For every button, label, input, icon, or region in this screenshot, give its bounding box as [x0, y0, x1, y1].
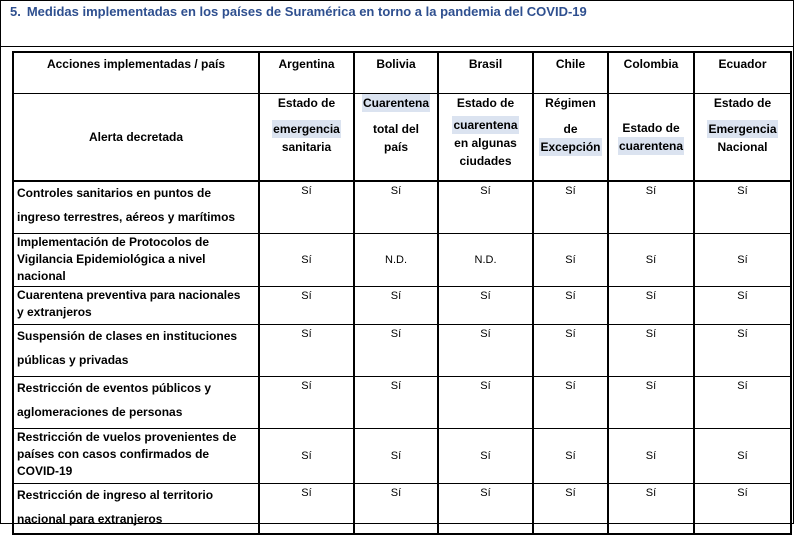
alert-text: cuarentena — [453, 118, 518, 132]
alert-text: Excepción — [540, 140, 601, 154]
section-title: Medidas implementadas en los países de Suramérica en torno a la pandemia del COVID-19 — [26, 4, 587, 19]
cell-value: Sí — [608, 181, 694, 234]
cell-value: N.D. — [354, 234, 438, 287]
alert-text: cuarentena — [618, 139, 684, 153]
alert-text: sanitaria — [281, 140, 332, 154]
alert-text: de — [563, 122, 578, 136]
corner-header: Acciones implementadas / país — [13, 52, 259, 94]
cell-value: Sí — [608, 377, 694, 429]
cell-value: Sí — [259, 181, 354, 234]
cell-value: N.D. — [438, 234, 533, 287]
cell-value: Sí — [533, 287, 608, 325]
cell-value: Sí — [354, 429, 438, 484]
cell-value: Sí — [533, 484, 608, 535]
cell-value: Sí — [533, 234, 608, 287]
cell-value: Sí — [533, 325, 608, 377]
alert-text: país — [383, 140, 408, 154]
cell-value: Sí — [438, 325, 533, 377]
cell-value: Sí — [438, 377, 533, 429]
alert-text: en algunas — [454, 136, 517, 150]
cell-value: Sí — [354, 377, 438, 429]
row-label-line: Restricción de ingreso al territorio — [17, 488, 214, 502]
alert-chile — [533, 94, 608, 182]
row-label-line: aglomeraciones de personas — [17, 405, 183, 419]
alert-text: total del — [372, 122, 419, 136]
table-row — [13, 325, 791, 377]
row-label-line: Vigilancia Epidemiológica a nivel — [17, 252, 206, 266]
cell-value: Sí — [694, 234, 791, 287]
table-row — [13, 234, 791, 287]
cell-value: Sí — [354, 287, 438, 325]
section-number: 5. — [10, 4, 21, 19]
country-header-chile: Chile — [533, 52, 608, 94]
cell-value: Sí — [608, 429, 694, 484]
alert-ecuador — [694, 94, 791, 182]
table-row — [13, 287, 791, 325]
alert-brasil — [438, 94, 533, 182]
header-row — [13, 52, 791, 94]
cell-value: Sí — [608, 234, 694, 287]
country-header-brasil: Brasil — [438, 52, 533, 94]
table-row — [13, 429, 791, 484]
cell-value: Sí — [438, 287, 533, 325]
cell-value: Sí — [533, 181, 608, 234]
row-label — [13, 287, 259, 325]
cell-value: Sí — [259, 484, 354, 535]
row-label-line: públicas y privadas — [17, 353, 129, 367]
alert-row — [13, 94, 791, 182]
row-label-line: Restricción de vuelos provenientes de — [17, 430, 237, 444]
alert-argentina — [259, 94, 354, 182]
row-label-line: Controles sanitarios en puntos de — [17, 186, 212, 200]
country-header-ecuador: Ecuador — [694, 52, 791, 94]
cell-value: Sí — [694, 484, 791, 535]
cell-value: Sí — [259, 234, 354, 287]
alert-text: emergencia — [273, 122, 340, 136]
row-label — [13, 234, 259, 287]
row-label-line: Cuarentena preventiva para nacionales — [17, 288, 241, 302]
cell-value: Sí — [354, 181, 438, 234]
cell-value: Sí — [533, 377, 608, 429]
row-label — [13, 429, 259, 484]
cell-value: Sí — [694, 377, 791, 429]
row-label — [13, 181, 259, 234]
alert-text: Nacional — [717, 140, 768, 154]
table-row — [13, 181, 791, 234]
measures-table — [12, 51, 792, 535]
cell-value: Sí — [354, 484, 438, 535]
alert-text: Estado de — [277, 96, 336, 110]
cell-value: Sí — [259, 287, 354, 325]
alert-text: Cuarentena — [362, 96, 430, 110]
cell-value: Sí — [694, 429, 791, 484]
cell-value: Sí — [608, 325, 694, 377]
cell-value: Sí — [438, 429, 533, 484]
row-label-line: Implementación de Protocolos de — [17, 235, 210, 249]
country-header-bolivia: Bolivia — [354, 52, 438, 94]
alert-text: Estado de — [622, 121, 680, 135]
cell-value: Sí — [259, 377, 354, 429]
alert-bolivia — [354, 94, 438, 182]
cell-value: Sí — [694, 325, 791, 377]
row-label-line: Restricción de eventos públicos y — [17, 381, 212, 395]
country-header-colombia: Colombia — [608, 52, 694, 94]
row-label-line: nacional para extranjeros — [17, 512, 163, 526]
alert-label: Alerta decretada — [13, 94, 259, 182]
row-label-line: países con casos confirmados de — [17, 447, 210, 461]
alert-text: Régimen — [545, 96, 596, 110]
cell-value: Sí — [259, 429, 354, 484]
alert-text: Estado de — [713, 96, 772, 110]
country-header-argentina: Argentina — [259, 52, 354, 94]
cell-value: Sí — [608, 484, 694, 535]
cell-value: Sí — [438, 181, 533, 234]
cell-value: Sí — [694, 287, 791, 325]
row-label-line: nacional — [17, 269, 66, 283]
cell-value: Sí — [533, 429, 608, 484]
alert-colombia — [608, 94, 694, 182]
row-label — [13, 377, 259, 429]
cell-value: Sí — [694, 181, 791, 234]
row-label-line: Suspensión de clases en instituciones — [17, 329, 238, 343]
cell-value: Sí — [259, 325, 354, 377]
cell-value: Sí — [354, 325, 438, 377]
section-heading — [10, 4, 587, 19]
row-label-line: ingreso terrestres, aéreos y marítimos — [17, 210, 236, 224]
alert-text: Emergencia — [708, 122, 777, 136]
alert-text: ciudades — [459, 154, 512, 168]
row-label-line: y extranjeros — [17, 305, 92, 319]
table-row — [13, 484, 791, 535]
cell-value: Sí — [438, 484, 533, 535]
row-label-line: COVID-19 — [17, 464, 73, 478]
table-row — [13, 377, 791, 429]
alert-text: Estado de — [456, 96, 515, 110]
row-label — [13, 484, 259, 535]
row-label — [13, 325, 259, 377]
heading-rule — [1, 46, 793, 47]
cell-value: Sí — [608, 287, 694, 325]
